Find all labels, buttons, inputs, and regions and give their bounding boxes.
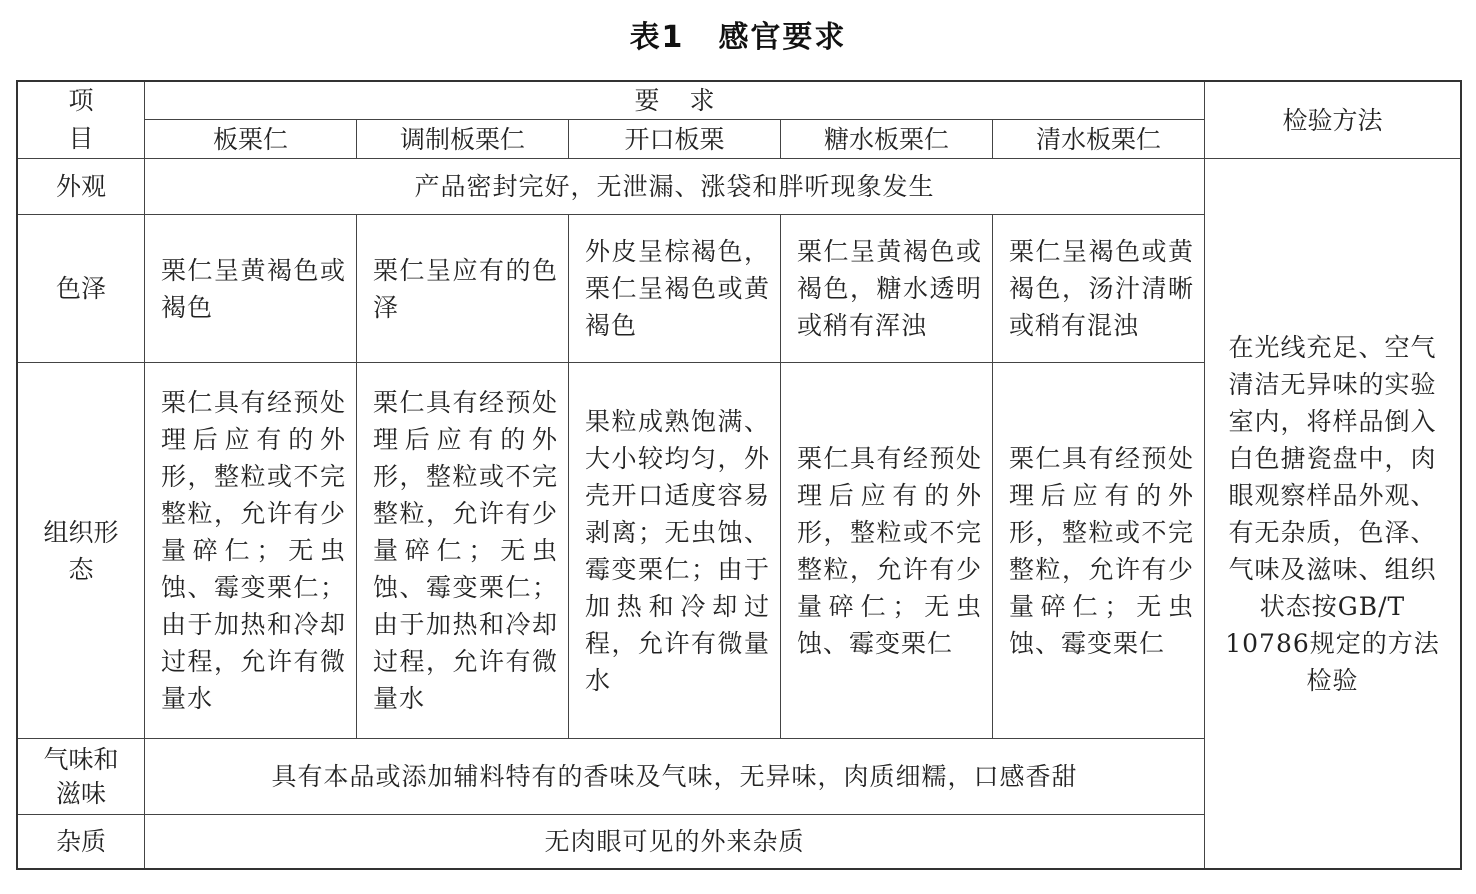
texture-cell: 栗仁具有经预处理后应有的外形，整粒或不完整粒，允许有少量碎仁；无虫蚀、霉变栗仁；由于加热和冷却过程，允许有微量水 [357,363,569,739]
sensory-requirements-table [16,80,1462,870]
header-product: 清水板栗仁 [993,120,1205,159]
method-description: 在光线充足、空气清洁无异味的实验室内，将样品倒入白色搪瓷盘中，肉眼观察样品外观、有无杂质，色泽、气味及滋味、组织状态按GB/T 10786规定的方法检验 [1225,332,1440,695]
header-item [18,82,145,159]
header-item-line2: 目 [68,124,94,153]
header-product: 糖水板栗仁 [781,120,993,159]
row-label-color: 色泽 [18,215,145,363]
header-method [1205,82,1460,159]
header-requirement-label: 要求 [634,86,745,115]
impurity-requirement: 无肉眼可见的外来杂质 [145,815,1205,868]
color-cell: 栗仁呈黄褐色或褐色 [145,215,357,363]
table-number: 表1 [629,20,685,55]
row-label-texture: 组织形态 [18,363,145,739]
color-cell: 栗仁呈黄褐色或褐色，糖水透明或稍有浑浊 [781,215,993,363]
row-label-appearance: 外观 [18,159,145,215]
header-item-line1: 项 [68,86,94,115]
header-product: 板栗仁 [145,120,357,159]
row-label-impurity: 杂质 [18,815,145,868]
texture-cell: 栗仁具有经预处理后应有的外形，整粒或不完整粒，允许有少量碎仁；无虫蚀、霉变栗仁 [993,363,1205,739]
smell-requirement: 具有本品或添加辅料特有的香味及气味，无异味，肉质细糯，口感香甜 [145,739,1205,815]
color-cell: 栗仁呈应有的色泽 [357,215,569,363]
color-cell: 外皮呈棕褐色，栗仁呈褐色或黄褐色 [569,215,781,363]
header-requirement [145,82,1205,120]
color-cell: 栗仁呈褐色或黄褐色，汤汁清晰或稍有混浊 [993,215,1205,363]
table-title [0,12,1476,55]
texture-cell: 栗仁具有经预处理后应有的外形，整粒或不完整粒，允许有少量碎仁；无虫蚀、霉变栗仁；由于加热和冷却过程，允许有微量水 [145,363,357,739]
table-caption: 感官要求 [718,20,847,55]
header-product: 调制板栗仁 [357,120,569,159]
header-product: 开口板栗 [569,120,781,159]
row-label-smell: 气味和滋味 [18,739,145,815]
appearance-requirement: 产品密封完好，无泄漏、涨袋和胖听现象发生 [145,159,1205,215]
header-method-label: 检验方法 [1282,105,1383,135]
texture-cell: 果粒成熟饱满、大小较均匀，外壳开口适度容易剥离；无虫蚀、霉变栗仁；由于加热和冷却过程，允许有微量水 [569,363,781,739]
texture-cell: 栗仁具有经预处理后应有的外形，整粒或不完整粒，允许有少量碎仁；无虫蚀、霉变栗仁 [781,363,993,739]
